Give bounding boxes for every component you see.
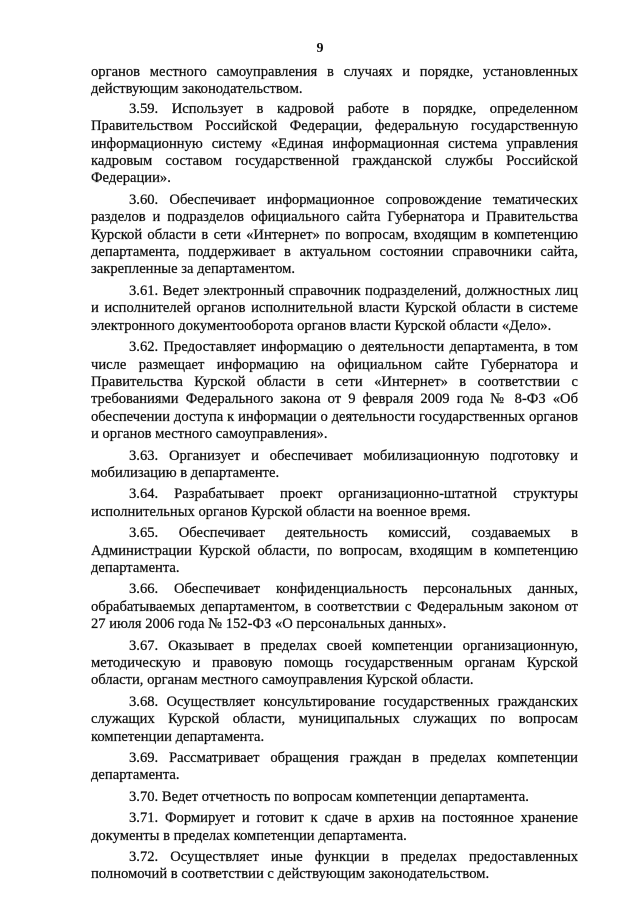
paragraph-3-66: 3.66. Обеспечивает конфиденциальность персональных данных, обрабатываемых департаментом, в соответствии с Федеральным законом от 27 июля 2006 года № 152-ФЗ «О персональных данных». bbox=[91, 581, 578, 633]
paragraph-3-69: 3.69. Рассматривает обращения граждан в пределах компетенции департамента. bbox=[91, 750, 578, 784]
paragraph-3-68: 3.68. Осуществляет консультирование государственных гражданских служащих Курской области, муниципальных служащих по вопросам компетенции департамента. bbox=[91, 693, 578, 745]
paragraph-3-60: 3.60. Обеспечивает информационное сопровождение тематических разделов и подразделов официального сайта Губернатора и Правительства Курской области в сети «Интернет» по вопросам, входящим в компетенцию департамента, поддерживает в актуальном состоянии справочники сайта, закрепленные за департаментом. bbox=[91, 191, 578, 278]
paragraph-3-70: 3.70. Ведет отчетность по вопросам компетенции департамента. bbox=[129, 788, 529, 805]
paragraph-3-62: 3.62. Предоставляет информацию о деятельности департамента, в том числе размещает информацию на официальном сайте Губернатора и Правительства Курской области в сети «Интернет» в соответствии с требованиями Федерального закона от 9 февраля 2009 года № 8-ФЗ «Об обеспечении доступа к информации о деятельности государственных органов и органов местного самоуправления». bbox=[91, 339, 578, 443]
paragraph-3-72: 3.72. Осуществляет иные функции в пределах предоставленных полномочий в соответствии с действующим законодательством. bbox=[91, 849, 578, 883]
paragraph-3-64: 3.64. Разрабатывает проект организационно-штатной структуры исполнительных органов Курской области на военное время. bbox=[91, 486, 578, 520]
paragraph-3-65: 3.65. Обеспечивает деятельность комиссий, создаваемых в Администрации Курской области, по вопросам, входящим в компетенцию департамента. bbox=[91, 525, 578, 576]
page-number: 9 bbox=[316, 41, 324, 56]
paragraph-3-63: 3.63. Организует и обеспечивает мобилизационную подготовку и мобилизацию в департаменте. bbox=[91, 447, 578, 481]
paragraph-3-67: 3.67. Оказывает в пределах своей компетенции организационную, методическую и правовую помощь государственным органам Курской области, органам местного самоуправления Курской области. bbox=[91, 637, 578, 689]
paragraph-continuation: органов местного самоуправления в случаях и порядке, установленных действующим законодательством. bbox=[91, 64, 578, 98]
document-body bbox=[91, 64, 578, 888]
paragraph-3-61: 3.61. Ведет электронный справочник подразделений, должностных лиц и исполнителей органов исполнительной власти Курской области в системе электронного документооборота органов власти Курской области «Дело». bbox=[91, 282, 578, 334]
paragraph-3-71: 3.71. Формирует и готовит к сдаче в архив на постоянное хранение документы в пределах компетенции департамента. bbox=[91, 810, 578, 844]
paragraph-3-59: 3.59. Использует в кадровой работе в порядке, определенном Правительством Российской Федерации, федеральную государственную информационную систему «Единая информационная система управления кадровым составом государственной гражданской службы Российской Федерации». bbox=[91, 100, 578, 187]
